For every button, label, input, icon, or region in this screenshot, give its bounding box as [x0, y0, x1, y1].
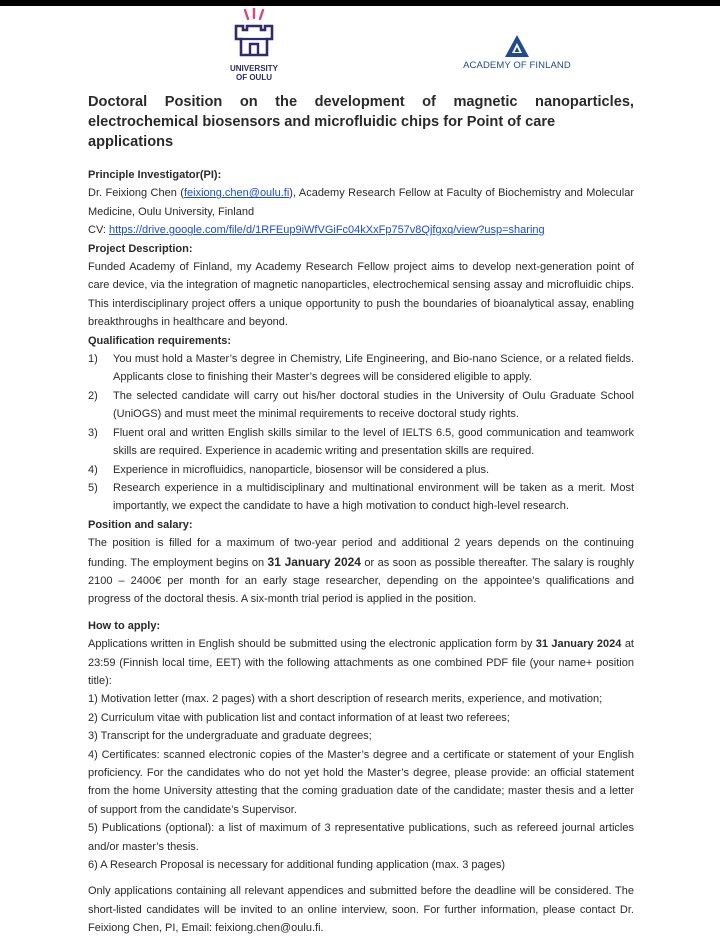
academy-of-finland-logo	[452, 34, 582, 71]
title-line-1: Doctoral Position on the development of magnetic nanoparticles,	[88, 94, 634, 110]
position-heading: Position and salary:	[88, 518, 193, 531]
oulu-castle-icon	[230, 8, 278, 62]
cv-line	[88, 221, 634, 239]
item-text: Experience in microfluidics, nanoparticle, biosensor will be considered a plus.	[113, 463, 490, 476]
title-line-2: electrochemical biosensors and microfluidic chips for Point of care applications	[88, 114, 556, 150]
qualifications-list	[88, 350, 634, 516]
item-text: Fluent oral and written English skills similar to the level of IELTS 6.5, good communication and teamwork skills are required. Experience in academic writing and presentation skills are required.	[113, 426, 634, 458]
attachment-item: 3) Transcript for the undergraduate and graduate degrees;	[88, 730, 372, 743]
attachment-item: 6) A Research Proposal is necessary for additional funding application (max. 3 pages)	[88, 859, 506, 872]
position-text-b: or as soon as possible thereafter. The salary is roughly 2100 – 2400€ per month for an early stage researcher, depending on the appointee’s qualifications and progress of the doctoral thesis. A six-month trial period is applied in the position.	[88, 556, 634, 606]
item-number: 1)	[88, 353, 98, 366]
top-border	[0, 0, 720, 6]
closing-note: Only applications containing all relevant appendices and submitted before the deadline will be considered. The short-listed candidates will be invited to an online interview, soon. For further information, please contact Dr. Feixiong Chen, PI, Email: feixiong.chen@oulu.fi.	[88, 885, 634, 935]
item-number: 4)	[88, 463, 98, 476]
attachment-item: 2) Curriculum vitae with publication list and contact information of at least two referees;	[88, 711, 510, 724]
item-text: The selected candidate will carry out his/her doctoral studies in the University of Oulu Graduate School (UniOGS) and must meet the minimal requirements to receive doctoral study rights.	[113, 389, 634, 421]
apply-text-a: Applications written in English should be submitted using the electronic application form by	[88, 638, 536, 651]
pi-prefix: Dr. Feixiong Chen (	[88, 187, 184, 200]
list-item	[88, 479, 634, 516]
attachment-item: 4) Certificates: scanned electronic copies of the Master’s degree and a certificate or statement of your English proficiency. For the candidates who do not yet hold the Master’s degree, please provide: an official statement from the home University attesting that the coming graduation date of the candidate; master thesis and a letter of support from the candidate’s Supervisor.	[88, 748, 634, 816]
qualifications-heading: Qualification requirements:	[88, 334, 232, 347]
university-of-oulu-logo	[218, 8, 290, 82]
cv-label: CV:	[88, 224, 109, 237]
attachment-item: 5) Publications (optional): a list of maximum of 3 representative publications, such as refereed journal articles and/or master’s thesis.	[88, 822, 634, 853]
item-text: You must hold a Master’s degree in Chemistry, Life Engineering, and Bio-nano Science, or a related fields. Applicants close to finishing their Master’s degrees will be considered eligible to apply.	[113, 353, 634, 384]
project-heading: Project Description:	[88, 242, 193, 255]
apply-text-b: at 23:59 (Finnish local time, EET) with the following attachments as one combined PDF file (your name+ position title):	[88, 638, 634, 687]
university-name-line2: OF OULU	[236, 73, 272, 82]
apply-description	[88, 635, 634, 690]
academy-triangle-icon	[504, 34, 530, 58]
university-name-line1: UNIVERSITY	[229, 64, 278, 73]
list-item	[88, 424, 634, 461]
project-description: Funded Academy of Finland, my Academy Research Fellow project aims to develop next-generation point of care device, via the integration of magnetic nanoparticles, electrochemical sensing assay and microfluidic chips. This interdisciplinary project offers a unique opportunity to push the boundaries of bioanalytical assay, enabling breakthroughs in healthcare and beyond.	[88, 261, 634, 329]
start-date: 31 January 2024	[267, 554, 361, 569]
apply-heading: How to apply:	[88, 619, 161, 632]
item-number: 2)	[88, 389, 98, 402]
list-item	[88, 387, 634, 424]
document-body	[88, 92, 634, 938]
item-number: 3)	[88, 426, 98, 439]
deadline: 31 January 2024	[535, 638, 622, 651]
page-title	[88, 92, 634, 152]
pi-description	[88, 184, 634, 221]
pi-heading: Principle Investigator(PI):	[88, 169, 222, 181]
cv-link[interactable]: https://drive.google.com/file/d/1RFEup9iWfVGiFc04kXxFp757v8Qjfgxq/view?usp=sharing	[109, 224, 545, 237]
attachment-item: 1) Motivation letter (max. 2 pages) with a short description of research merits, experience, and motivation;	[88, 693, 603, 706]
pi-email-link[interactable]: feixiong.chen@oulu.fi	[183, 187, 290, 200]
pi-suffix: ), Academy Research Fellow at Faculty of Biochemistry and Molecular Medicine, Oulu University, Finland	[88, 187, 634, 218]
academy-name: ACADEMY OF FINLAND	[463, 60, 571, 71]
list-item	[88, 350, 634, 387]
list-item	[88, 461, 634, 479]
position-text-a: The position is filled for a maximum of two-year period and additional 2 years depends on the continuing funding. The employment begins on	[88, 537, 634, 569]
item-number: 5)	[88, 481, 98, 494]
item-text: Research experience in a multidisciplinary and multinational environment will be taken as a merit. Most importantly, we expect the candidate to have a high motivation to conduct high-level research.	[113, 481, 634, 513]
header-logos	[0, 8, 720, 90]
position-description	[88, 534, 634, 609]
